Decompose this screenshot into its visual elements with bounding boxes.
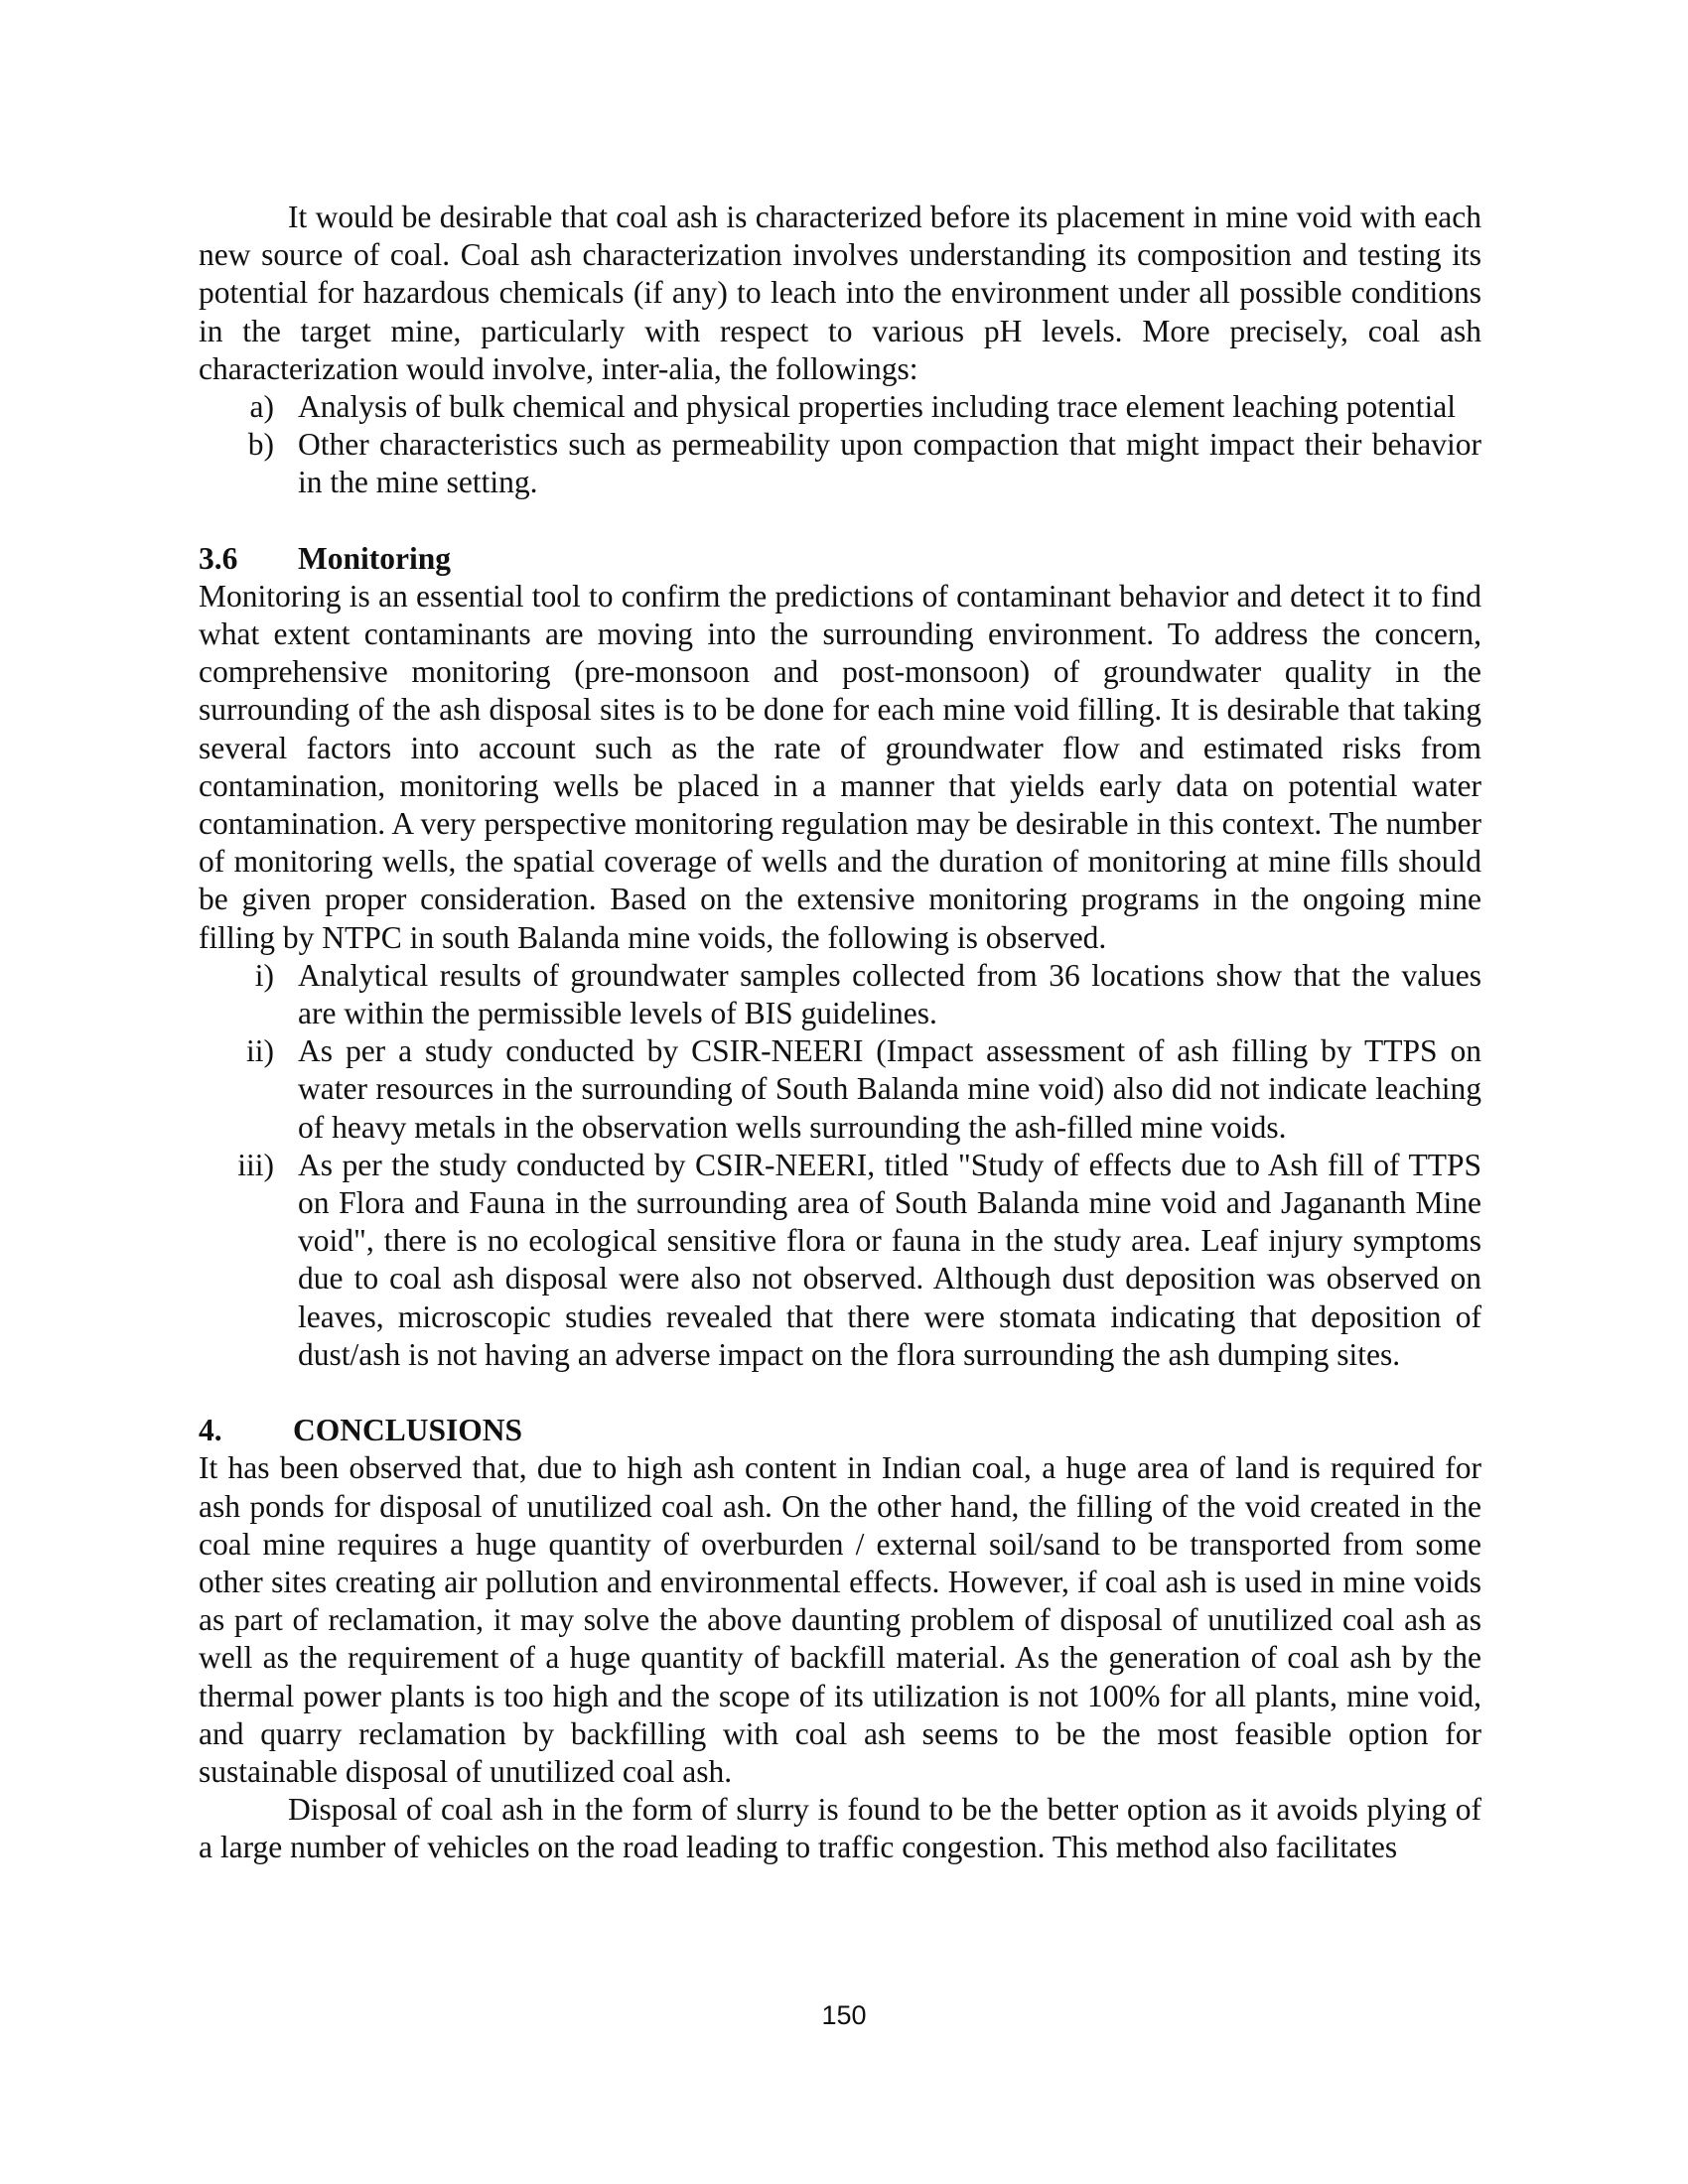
section-title: Monitoring bbox=[298, 540, 451, 576]
page-number: 150 bbox=[821, 2000, 867, 2030]
list-item bbox=[199, 426, 1481, 501]
list-item-text: Analytical results of groundwater samples collected from 36 locations show that the values are within the permissible levels of BIS guidelines. bbox=[298, 957, 1481, 1031]
list-item-text: As per the study conducted by CSIR-NEERI, titled "Study of effects due to Ash fill of TTPS on Flora and Fauna in the surrounding area of South Balanda mine void and Jagananth Mine void", there is no ecological sensitive flora or fauna in the study area. Leaf injury symptoms due to coal ash disposal were also not observed. Although dust deposition was observed on leaves, microscopic studies revealed that there were stomata indicating that deposition of dust/ash is not having an adverse impact on the flora surrounding the ash dumping sites. bbox=[298, 1147, 1481, 1372]
section-title: CONCLUSIONS bbox=[293, 1413, 523, 1448]
list-item bbox=[199, 388, 1481, 426]
list-item bbox=[199, 1032, 1481, 1147]
observations-list bbox=[199, 957, 1481, 1374]
list-item bbox=[199, 1147, 1481, 1374]
list-item-text: Analysis of bulk chemical and physical properties including trace element leaching potential bbox=[298, 389, 1456, 425]
section-number: 3.6 bbox=[199, 540, 238, 576]
list-item-text: As per a study conducted by CSIR-NEERI (Impact assessment of ash filling by TTPS on water resources in the surrounding of South Balanda mine void) also did not indicate leaching of heavy metals in the observation wells surrounding the ash-filled mine voids. bbox=[298, 1033, 1481, 1145]
list-item-text: Other characteristics such as permeability upon compaction that might impact their behavior in the mine setting. bbox=[298, 427, 1481, 500]
section-heading-conclusions bbox=[199, 1412, 1481, 1449]
conclusions-paragraph: Disposal of coal ash in the form of slurry is found to be the better option as it avoids plying of a large number of vehicles on the road leading to traffic congestion. This method also facilitates bbox=[199, 1792, 1481, 1865]
intro-paragraph: It would be desirable that coal ash is characterized before its placement in mine void with each new source of coal. Coal ash characterization involves understanding its composition and testing its potential for hazardous chemicals (if any) to leach into the environment under all possible conditions in the target mine, particularly with respect to various pH levels. More precisely, coal ash characterization would involve, inter-alia, the followings: bbox=[199, 200, 1481, 386]
section-heading-monitoring bbox=[199, 540, 1481, 578]
list-marker: ii) bbox=[246, 1033, 274, 1069]
list-marker: iii) bbox=[237, 1147, 274, 1182]
list-item bbox=[199, 957, 1481, 1032]
list-marker: a) bbox=[249, 389, 274, 425]
monitoring-paragraph: Monitoring is an essential tool to confirm the predictions of contaminant behavior and detect it to find what extent contaminants are moving into the surrounding environment. To address the concern, comprehensive monitoring (pre-monsoon and post-monsoon) of groundwater quality in the surrounding of the ash disposal sites is to be done for each mine void filling. It is desirable that taking several factors into account such as the rate of groundwater flow and estimated risks from contamination, monitoring wells be placed in a manner that yields early data on potential water contamination. A very perspective monitoring regulation may be desirable in this context. The number of monitoring wells, the spatial coverage of wells and the duration of monitoring at mine fills should be given proper consideration. Based on the extensive monitoring programs in the ongoing mine filling by NTPC in south Balanda mine voids, the following is observed. bbox=[199, 578, 1481, 955]
list-marker: i) bbox=[254, 957, 274, 993]
page-body bbox=[199, 199, 1481, 1867]
characterization-list bbox=[199, 388, 1481, 502]
list-marker: b) bbox=[247, 427, 274, 463]
conclusions-paragraph: It has been observed that, due to high ash content in Indian coal, a huge area of land is required for ash ponds for disposal of unutilized coal ash. On the other hand, the filling of the void created in the coal mine requires a huge quantity of overburden / external soil/sand to be transported from some other sites creating air pollution and environmental effects. However, if coal ash is used in mine voids as part of reclamation, it may solve the above daunting problem of disposal of unutilized coal ash as well as the requirement of a huge quantity of backfill material. As the generation of coal ash by the thermal power plants is too high and the scope of its utilization is not 100% for all plants, mine void, and quarry reclamation by backfilling with coal ash seems to be the most feasible option for sustainable disposal of unutilized coal ash. bbox=[199, 1450, 1481, 1789]
section-number: 4. bbox=[199, 1413, 222, 1448]
